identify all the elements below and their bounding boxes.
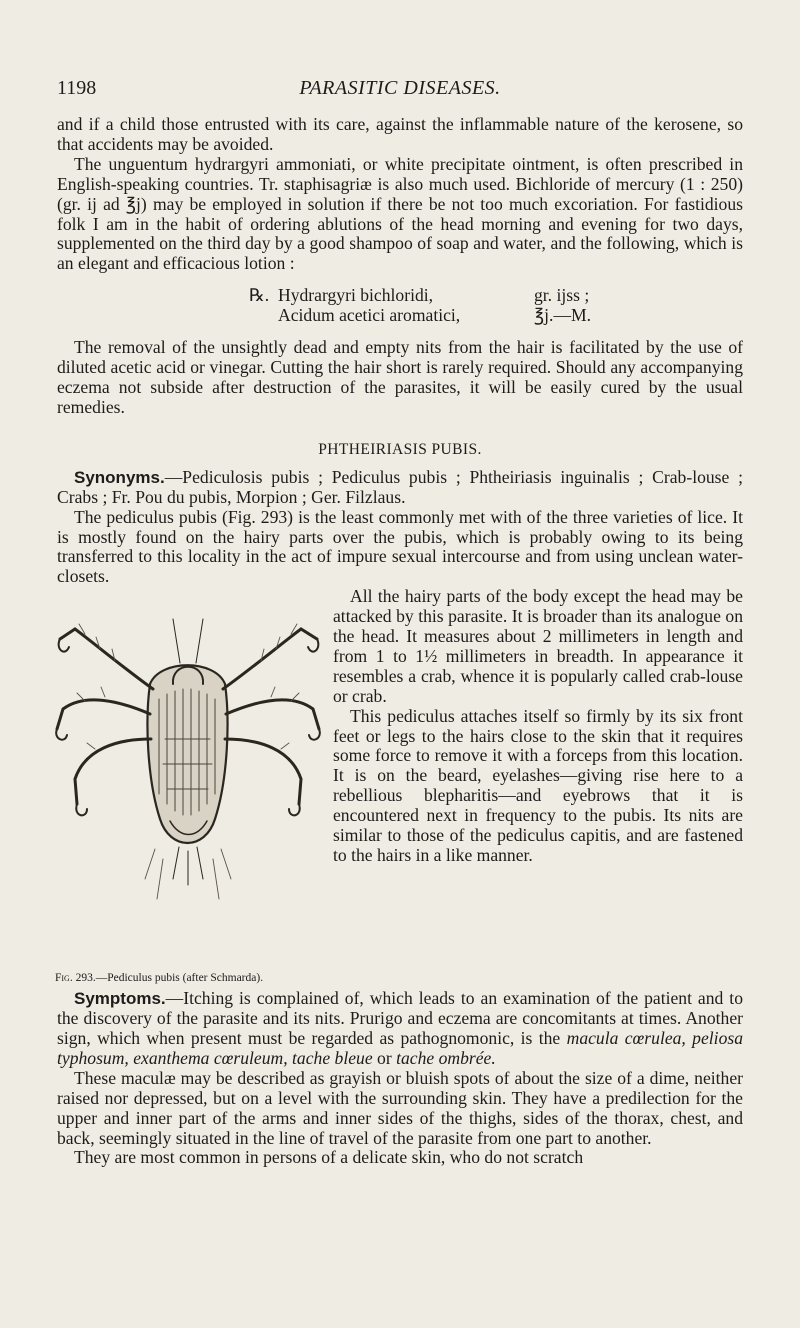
rx-dose: gr. ijss ; (534, 285, 590, 306)
paragraph: They are most common in persons of a delicate skin, who do not scratch (74, 1147, 584, 1168)
section-title: PHTHEIRIASIS PUBIS. (318, 440, 482, 458)
page-header (57, 77, 743, 103)
page-body (57, 115, 743, 1168)
figure-293 (55, 589, 323, 989)
paragraph: and if a child those entrusted with its care, against the inflammable nature of the kerosene, so that accidents may be avoided. (57, 114, 743, 154)
paragraph: All the hairy parts of the body except the head may be attacked by this parasite. It is broader than its analogue on the head. It measures about 2 millimeters in length and from 1 to 1½ millimeters in breadth. In appearance it resembles a crab, whence it is popularly called crab-louse or crab. (333, 586, 743, 706)
rx-drug: Hydrargyri bichloridi, (278, 285, 434, 306)
rx-dose: ℥j.—M. (534, 305, 592, 326)
paragraph: These maculæ may be described as grayish or bluish spots of about the size of a dime, neither raised nor depressed, but on a level with the surrounding skin. They have a predilection for the upper and inner part of the arms and inner sides of the thighs, sides of the thorax, chest, and back, seemingly situated in the line of travel of the parasite from one part to another. (57, 1067, 743, 1148)
crab-louse-illustration (55, 589, 323, 969)
conjunction: or (372, 1047, 397, 1068)
prescription-line (57, 306, 743, 326)
italic-term: tache ombrée. (396, 1047, 496, 1068)
paragraph: The removal of the unsightly dead and empty nits from the hair is facilitated by the use of diluted acetic acid or vinegar. Cutting the hair short is rarely required. Should any accompanying eczema not subside after destruction of the parasites, it will be easily cured by the usual remedies. (57, 337, 743, 417)
italic-term: macula cœrulea, peliosa typhosum, exanthema cœruleum, tache bleue (57, 1028, 744, 1068)
figure-caption (55, 972, 323, 984)
synonyms-paragraph (57, 468, 743, 508)
prescription (57, 286, 743, 326)
run-in-heading: Synonyms. (74, 467, 165, 487)
page-number: 1198 (57, 77, 97, 99)
running-title: PARASITIC DISEASES. (299, 77, 501, 99)
paragraph: The unguentum hydrargyri ammoniati, or white precipitate ointment, is often prescribed in English-speaking countries. Tr. staphisagriæ is also much used. Bichloride of mercury (1 : 250) (gr. ij ad ℥j) may be employed in solution if there be not too much excoriation. For fastidious folk I am in the habit of ordering ablutions of the head morning and evening for two days, supplemented on the third day by a good shampoo of soap and water, and the following, which is an elegant and efficacious lotion : (57, 153, 743, 274)
prescription-line (57, 286, 743, 306)
paragraph: The pediculus pubis (Fig. 293) is the least commonly met with of the three varieties of lice. It is mostly found on the hairy parts over the pubis, which is probably owing to its being transferred to this locality in the act of impure sexual intercourse and from using unclean water-closets. (57, 506, 743, 587)
figure-caption-text: —Pediculus pubis (after Schmarda). (95, 972, 264, 985)
symptoms-paragraph (57, 989, 743, 1069)
rx-symbol: ℞. (249, 285, 270, 306)
symptoms-text: —Itching is complained of, which leads to an examination of the patient and to the discovery of the parasite and its nits. Prurigo and eczema are concomitants at times. Another sign, which when present must be regarded as pathognomonic, is the (57, 988, 743, 1049)
run-in-heading: Symptoms. (74, 989, 166, 1009)
figure-label: Fig. 293. (55, 972, 96, 985)
rx-drug: Acidum acetici aromatici, (278, 305, 461, 326)
paragraph: This pediculus attaches itself so firmly by its six front feet or legs to the hairs close to the skin that it requires some force to remove it with a forceps from this location. It is on the beard, eyelashes—giving rise here to a rebellious blepharitis—and eyebrows that it is encountered next in frequency to the pubis. Its nits are similar to those of the pediculus capitis, and are fastened to the hairs in a like manner. (333, 705, 743, 865)
synonyms-text: —Pediculosis pubis ; Pediculus pubis ; Phtheiriasis inguinalis ; Crab-louse ; Crabs ; Fr. Pou du pubis, Morpion ; Ger. Filzlaus. (57, 466, 743, 507)
